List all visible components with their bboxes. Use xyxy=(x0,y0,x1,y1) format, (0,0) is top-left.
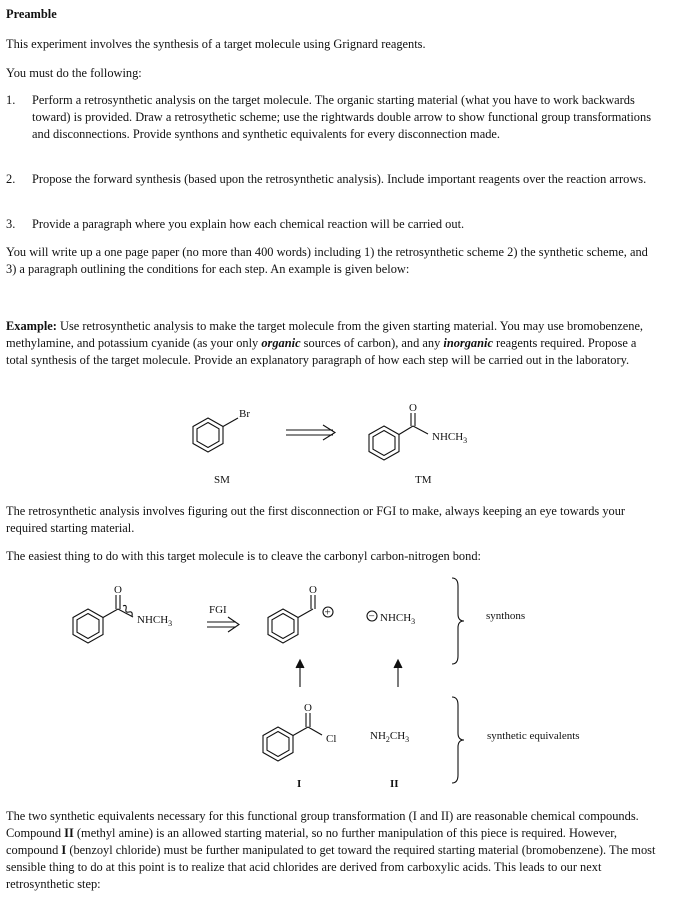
sm-label: SM xyxy=(214,474,230,486)
oxygen-label: O xyxy=(309,584,317,596)
benzene-ring xyxy=(263,727,293,761)
nhch3-label: $NHCH_3$ xyxy=(137,614,173,628)
carbonyl-n-bond xyxy=(413,426,428,434)
benzene-ring xyxy=(73,609,103,643)
up-arrow-2-head xyxy=(394,660,402,668)
aryl-carbonyl-bond xyxy=(399,426,413,435)
list-text: Perform a retrosynthetic analysis on the target molecule. The organic starting material (what you have to work backwards toward) is provided. Draw a retrosythetic scheme; use the rightwards double arrow to show functional group transformations and disconnections. Provide synthons and synthetic equivalents for every disconnection made. xyxy=(32,93,652,141)
writeup-paragraph: You will write up a one page paper (no more than 400 words) including 1) the retrosynthetic scheme 2) the synthetic scheme, and 3) a paragraph outlining the conditions for each step. An example is given below: xyxy=(6,245,648,276)
list-number: 1. xyxy=(6,93,16,107)
benzene-ring xyxy=(268,609,298,643)
equivalents-brace xyxy=(452,697,464,783)
example-label: Example: xyxy=(6,319,57,333)
preamble-heading: Preamble xyxy=(6,7,57,21)
list-item xyxy=(6,216,660,233)
compound-i-label: I xyxy=(297,778,302,790)
benzene-ring-inner xyxy=(373,431,395,456)
tm-label: TM xyxy=(415,474,432,486)
benzene-ring xyxy=(193,418,223,452)
benzene-ring xyxy=(369,426,399,460)
synthons-brace xyxy=(452,578,464,664)
methylamine-label: $NH_2CH_3$ xyxy=(370,730,410,744)
synthons-label: synthons xyxy=(486,610,526,622)
minus-charge: − xyxy=(368,610,375,623)
c-br-bond xyxy=(223,418,238,427)
list-item xyxy=(6,171,660,188)
br-label: Br xyxy=(239,408,250,420)
fgi-label: FGI xyxy=(209,604,227,616)
oxygen-label: O xyxy=(409,402,417,414)
up-arrow-1-head xyxy=(296,660,304,668)
benzene-ring-inner xyxy=(197,423,219,448)
list-text: Provide a paragraph where you explain how each chemical reaction will be carried out. xyxy=(32,217,465,231)
benzene-ring-inner xyxy=(272,614,294,639)
preamble-must: You must do the following: xyxy=(6,66,142,80)
list-text: Propose the forward synthesis (based upon the retrosynthetic analysis). Include important reagents over the reaction arrows. xyxy=(32,172,647,186)
list-item xyxy=(6,92,660,143)
cl-label: Cl xyxy=(326,733,337,745)
carbonyl-n-bond xyxy=(118,609,133,617)
c-cl-bond xyxy=(308,727,322,735)
benzene-ring-inner xyxy=(77,614,99,639)
oxygen-label: O xyxy=(114,584,122,596)
retro-paragraph: The retrosynthetic analysis involves figuring out the first disconnection or FGI to make, always keeping an eye towards your required starting material. xyxy=(6,504,626,535)
minus-charge-circle xyxy=(367,611,377,621)
list-number: 3. xyxy=(6,217,16,231)
aryl-carbonyl-bond xyxy=(298,609,313,618)
nhch3-label: $NHCH_3$ xyxy=(432,431,468,445)
organic-emphasis: organic xyxy=(261,336,301,350)
compound-ii-label: II xyxy=(390,778,399,790)
nhch3-synthon-label: $NHCH_3$ xyxy=(380,612,416,626)
fgi-arrow-head xyxy=(228,617,239,632)
inorganic-emphasis: inorganic xyxy=(443,336,493,350)
example-paragraph: Example: Use retrosynthetic analysis to make the target molecule from the given starting material. You may use bromobenzene, methylamine, and potassium cyanide (as your only organic sources of carbon), and any inorganic reagents required. Propose a total synthesis of the target molecule. Provide an explanatory paragraph of how each step will be carried out in the laboratory. xyxy=(6,319,644,367)
benzene-ring-inner xyxy=(267,732,289,757)
plus-charge-circle xyxy=(323,607,333,617)
plus-charge: + xyxy=(324,606,331,619)
preamble-intro: This experiment involves the synthesis of a target molecule using Grignard reagents. xyxy=(6,37,426,51)
disconnection-wavy-line xyxy=(123,605,132,616)
oxygen-label: O xyxy=(304,702,312,714)
synthetic-equivalents-label: synthetic equivalents xyxy=(487,730,580,742)
list-number: 2. xyxy=(6,172,16,186)
easiest-paragraph: The easiest thing to do with this target molecule is to cleave the carbonyl carbon-nitrogen bond: xyxy=(6,549,481,563)
aryl-carbonyl-bond xyxy=(293,727,308,736)
retro-arrow-head xyxy=(323,425,335,440)
final-paragraph: The two synthetic equivalents necessary for this functional group transformation (I and II) are reasonable chemical compounds. Compound II (methyl amine) is an allowed starting material, so no further manipulation of this piece is required. However, compound I (benzoyl chloride) must be further manipulated to get toward the required starting material (bromobenzene). The most sensible thing to do at this point is to realize that acid chlorides are derived from carboxylic acids. This leads to our next retrosynthetic step: xyxy=(6,809,656,891)
aryl-carbonyl-bond xyxy=(103,609,118,618)
